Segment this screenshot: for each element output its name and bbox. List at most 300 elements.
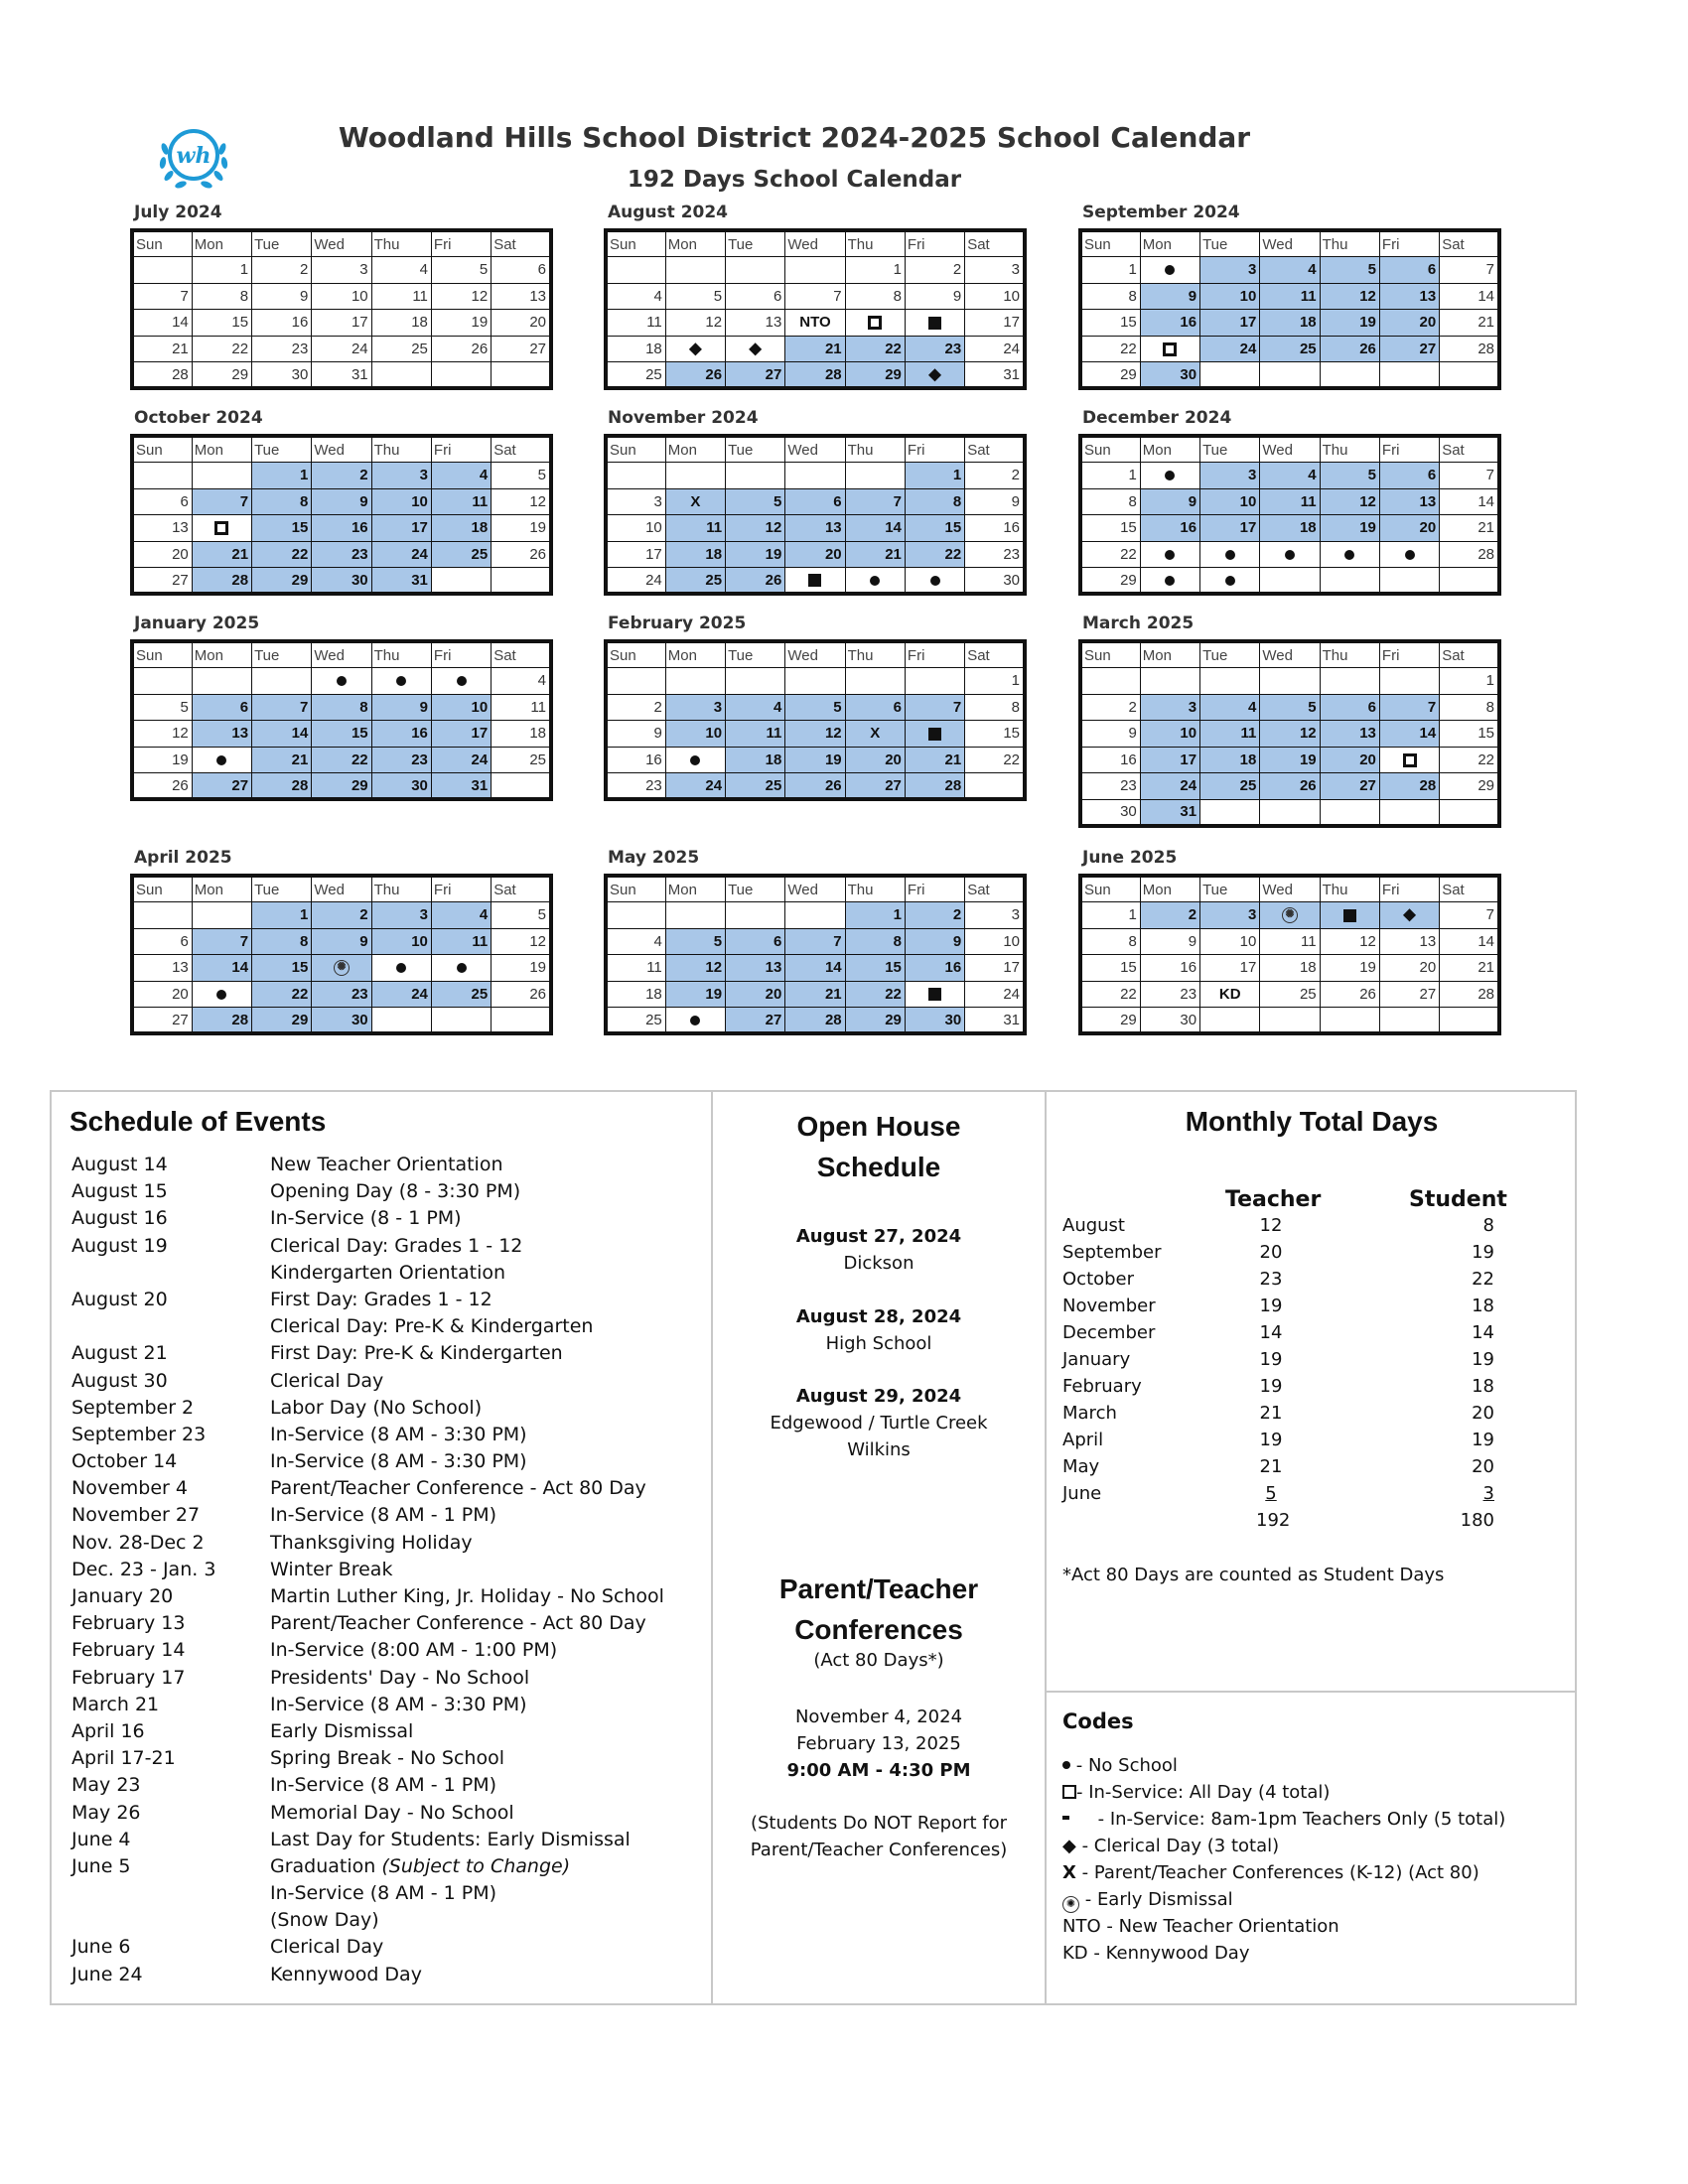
weekday-header: Tue <box>726 876 785 902</box>
week-row <box>606 283 1025 310</box>
day-cell: 26 <box>1320 981 1379 1008</box>
day-cell: 13 <box>726 310 785 337</box>
day-cell <box>665 463 725 489</box>
event-date: October 14 <box>71 1450 178 1473</box>
logo-text: wh <box>176 143 211 169</box>
day-cell: 3 <box>1200 902 1260 929</box>
event-text: Labor Day (No School) <box>270 1396 483 1419</box>
week-row <box>606 463 1025 489</box>
dot-icon <box>1165 550 1175 560</box>
day-cell <box>371 1008 431 1034</box>
day-cell: 14 <box>785 955 845 982</box>
day-cell: 14 <box>1440 283 1499 310</box>
early-dismissal-icon: ✺ <box>1062 1896 1079 1913</box>
event-description <box>270 1802 514 1824</box>
event-date: May 26 <box>71 1801 141 1824</box>
day-cell <box>1320 362 1379 389</box>
weekday-header: Fri <box>431 230 491 257</box>
day-cell-fsquare <box>785 568 845 595</box>
event-date: February 13 <box>71 1612 186 1635</box>
day-cell-diamond <box>905 362 964 389</box>
day-cell: 20 <box>1379 515 1439 542</box>
event-description <box>270 1370 383 1392</box>
day-cell: 10 <box>312 283 371 310</box>
day-cell: 26 <box>665 362 725 389</box>
day-cell: 3 <box>1200 257 1260 284</box>
week-row <box>132 257 551 284</box>
day-cell <box>1320 1008 1379 1034</box>
student-days: 22 <box>1472 1269 1494 1290</box>
event-text: Kindergarten Orientation <box>270 1261 506 1284</box>
square-icon <box>868 316 882 330</box>
day-cell: 23 <box>1140 981 1199 1008</box>
day-cell: 10 <box>965 283 1025 310</box>
day-cell: 27 <box>845 773 905 800</box>
event-row <box>71 1720 707 1747</box>
panel-divider <box>1047 1691 1577 1693</box>
day-cell <box>665 257 725 284</box>
code-inservice-half-day <box>1062 1809 1569 1836</box>
day-cell: 29 <box>845 1008 905 1034</box>
day-cell: 13 <box>1379 283 1439 310</box>
dot-icon <box>396 963 406 973</box>
day-cell: 22 <box>845 336 905 362</box>
day-cell: 9 <box>252 283 312 310</box>
open-house-school: High School <box>825 1333 932 1354</box>
day-cell <box>192 902 251 929</box>
code-inservice-all-day <box>1062 1782 1569 1809</box>
day-cell <box>1140 668 1199 695</box>
event-description <box>270 1639 557 1661</box>
day-cell-diamond <box>1379 902 1439 929</box>
event-row <box>71 1667 707 1694</box>
day-cell-fsquare <box>905 310 964 337</box>
week-row <box>1080 721 1499 748</box>
monthly-total-row <box>1062 1269 1559 1296</box>
student-days: 20 <box>1472 1403 1494 1424</box>
week-row <box>132 773 551 800</box>
event-row <box>71 1964 707 1990</box>
monthly-total-row <box>1062 1349 1559 1376</box>
conferences-title <box>713 1569 1045 1650</box>
day-cell: 6 <box>1379 257 1439 284</box>
early-dismissal-icon: ✺ <box>334 960 350 976</box>
dot-icon <box>337 676 347 686</box>
filled-square-icon <box>928 988 941 1001</box>
event-date: September 2 <box>71 1396 195 1419</box>
day-cell: 6 <box>132 488 192 515</box>
weekday-header: Thu <box>371 230 431 257</box>
day-cell: 14 <box>1440 928 1499 955</box>
weekday-header: Wed <box>312 436 371 463</box>
day-cell <box>726 668 785 695</box>
event-row <box>71 1207 707 1234</box>
code-label: - Parent/Teacher Conferences (K-12) (Act 80) <box>1075 1862 1479 1883</box>
weekday-header: Sat <box>1440 641 1499 668</box>
day-cell-diamond <box>665 336 725 362</box>
day-cell: 31 <box>312 362 371 389</box>
week-row <box>1080 310 1499 337</box>
code-label: - In-Service: All Day (4 total) <box>1076 1782 1331 1803</box>
day-cell: 21 <box>905 747 964 773</box>
weekday-header: Wed <box>785 230 845 257</box>
event-description <box>270 1315 593 1337</box>
day-cell: 11 <box>1260 488 1320 515</box>
event-description <box>270 1909 379 1931</box>
conferences-title-line2: Conferences <box>794 1614 963 1645</box>
day-cell: 19 <box>726 541 785 568</box>
weekday-header: Tue <box>1200 641 1260 668</box>
day-cell: 9 <box>1140 283 1199 310</box>
day-cell: 4 <box>1200 694 1260 721</box>
day-cell: 14 <box>845 515 905 542</box>
weekday-header: Mon <box>1140 230 1199 257</box>
day-cell <box>431 1008 491 1034</box>
day-cell: 4 <box>1260 463 1320 489</box>
day-cell: 27 <box>192 773 251 800</box>
day-cell: 10 <box>965 928 1025 955</box>
day-cell: 26 <box>1320 336 1379 362</box>
day-cell: 28 <box>1440 336 1499 362</box>
month-name: March 2025 <box>1082 614 1195 633</box>
week-row <box>132 515 551 542</box>
day-cell: 19 <box>665 981 725 1008</box>
day-cell: 2 <box>1080 694 1140 721</box>
day-cell: 24 <box>665 773 725 800</box>
weekday-header: Thu <box>1320 436 1379 463</box>
weekday-header: Sun <box>606 436 665 463</box>
day-cell: 11 <box>1260 283 1320 310</box>
week-row <box>1080 1008 1499 1034</box>
day-cell: 16 <box>1140 515 1199 542</box>
conferences-dates <box>713 1704 1045 1784</box>
open-house-school: Edgewood / Turtle Creek <box>770 1413 988 1433</box>
day-cell: 9 <box>965 488 1025 515</box>
day-cell-fsquare <box>905 981 964 1008</box>
event-description <box>270 1424 527 1445</box>
day-cell: 26 <box>1260 773 1320 800</box>
day-cell: 8 <box>905 488 964 515</box>
day-cell: 21 <box>252 747 312 773</box>
weekday-header: Wed <box>785 436 845 463</box>
weekday-header: Mon <box>665 876 725 902</box>
events-list <box>71 1154 707 1990</box>
student-days: 18 <box>1472 1296 1494 1316</box>
day-cell: 23 <box>905 336 964 362</box>
weekday-header: Thu <box>371 641 431 668</box>
day-cell: 30 <box>312 1008 371 1034</box>
event-text: Parent/Teacher Conference - Act 80 Day <box>270 1612 646 1635</box>
weekday-header: Sun <box>132 230 192 257</box>
weekday-header: Wed <box>312 876 371 902</box>
open-house-title-line2: Schedule <box>816 1152 941 1182</box>
day-cell: 24 <box>965 981 1025 1008</box>
day-cell-square <box>1379 747 1439 773</box>
day-cell: 8 <box>1080 283 1140 310</box>
teacher-days: 19 <box>1259 1349 1283 1370</box>
day-cell: 26 <box>726 568 785 595</box>
event-text: In-Service (8 AM - 3:30 PM) <box>270 1423 527 1445</box>
day-cell: 7 <box>1379 694 1439 721</box>
day-cell: 28 <box>192 1008 251 1034</box>
day-cell: 4 <box>371 257 431 284</box>
day-cell: 8 <box>1080 488 1140 515</box>
day-cell: 11 <box>431 488 491 515</box>
conference-date: November 4, 2024 <box>794 1706 963 1727</box>
day-cell: 4 <box>1260 257 1320 284</box>
filled-square-icon <box>808 574 821 587</box>
filled-square-icon <box>928 317 941 330</box>
day-cell: 23 <box>606 773 665 800</box>
monthly-total-sum-row <box>1062 1510 1559 1537</box>
monthly-total-row <box>1062 1215 1559 1242</box>
event-row <box>71 1477 707 1504</box>
week-row <box>606 488 1025 515</box>
day-cell: 23 <box>252 336 312 362</box>
day-cell: 2 <box>905 257 964 284</box>
month-name: May 2025 <box>608 848 700 868</box>
day-cell: 23 <box>371 747 431 773</box>
event-description <box>270 1747 504 1769</box>
weekday-header: Thu <box>371 876 431 902</box>
square-icon <box>1163 342 1177 356</box>
day-cell: 25 <box>492 747 551 773</box>
day-cell-dot <box>431 955 491 982</box>
day-cell: 28 <box>785 362 845 389</box>
open-house-item <box>713 1383 1045 1463</box>
day-cell: 22 <box>252 541 312 568</box>
dot-icon <box>1225 550 1235 560</box>
day-cell: 26 <box>785 773 845 800</box>
month-name-cell: August <box>1062 1215 1125 1236</box>
event-text: (Snow Day) <box>270 1909 379 1932</box>
day-cell <box>606 463 665 489</box>
weekday-header: Wed <box>785 641 845 668</box>
day-cell <box>726 463 785 489</box>
day-cell: 12 <box>665 955 725 982</box>
open-house-item <box>713 1303 1045 1357</box>
day-cell: 11 <box>606 310 665 337</box>
day-cell: 25 <box>431 541 491 568</box>
dot-icon <box>396 676 406 686</box>
weekday-header: Fri <box>1379 641 1439 668</box>
day-cell: 11 <box>492 694 551 721</box>
panel-divider <box>1045 1092 1047 2003</box>
day-cell: 4 <box>492 668 551 695</box>
event-text: In-Service (8 AM - 3:30 PM) <box>270 1450 527 1473</box>
day-cell: 5 <box>665 928 725 955</box>
week-row <box>132 568 551 595</box>
day-cell: 6 <box>492 257 551 284</box>
dot-icon <box>870 576 880 586</box>
day-cell-dot <box>1320 541 1379 568</box>
dot-icon <box>1405 550 1415 560</box>
event-date: August 16 <box>71 1207 168 1230</box>
day-cell: 22 <box>905 541 964 568</box>
day-cell-dot <box>431 668 491 695</box>
event-text: In-Service (8 AM - 3:30 PM) <box>270 1693 527 1715</box>
monthly-total-row <box>1062 1242 1559 1269</box>
day-cell: 1 <box>1080 257 1140 284</box>
week-row <box>1080 902 1499 929</box>
teacher-total: 192 <box>1256 1510 1291 1531</box>
week-row <box>606 336 1025 362</box>
day-cell: 5 <box>492 463 551 489</box>
code-nto <box>1062 1916 1569 1943</box>
week-row <box>132 668 551 695</box>
day-cell: 9 <box>312 928 371 955</box>
day-cell-dot <box>845 568 905 595</box>
square-icon <box>214 521 228 535</box>
day-cell: 6 <box>726 928 785 955</box>
day-cell: 3 <box>371 463 431 489</box>
day-cell: 2 <box>905 902 964 929</box>
week-row <box>132 463 551 489</box>
weekday-header: Thu <box>371 436 431 463</box>
day-cell: 4 <box>431 463 491 489</box>
weekday-header: Mon <box>192 436 251 463</box>
weekday-header: Tue <box>252 641 312 668</box>
day-cell: 18 <box>1260 955 1320 982</box>
week-row <box>606 515 1025 542</box>
dot-icon <box>457 963 467 973</box>
day-cell <box>192 668 251 695</box>
weekday-header: Mon <box>665 641 725 668</box>
day-cell: 28 <box>132 362 192 389</box>
student-days: 19 <box>1472 1242 1494 1263</box>
day-cell: 14 <box>1440 488 1499 515</box>
monthly-total-row <box>1062 1430 1559 1456</box>
day-cell: 12 <box>1260 721 1320 748</box>
weekday-header: Sun <box>132 876 192 902</box>
conferences-note-line1: (Students Do NOT Report for <box>750 1813 1008 1834</box>
event-text: First Day: Grades 1 - 12 <box>270 1288 492 1310</box>
day-cell: 2 <box>965 463 1025 489</box>
day-cell: 12 <box>492 928 551 955</box>
day-cell: 25 <box>606 362 665 389</box>
week-row <box>1080 568 1499 595</box>
code-kd <box>1062 1943 1569 1970</box>
student-days: 14 <box>1472 1322 1494 1343</box>
day-cell: 24 <box>965 336 1025 362</box>
day-cell: 5 <box>1320 257 1379 284</box>
day-cell: 3 <box>606 488 665 515</box>
event-description <box>270 1235 522 1257</box>
day-cell: 22 <box>1080 336 1140 362</box>
weekday-header: Fri <box>431 641 491 668</box>
day-cell: 19 <box>1320 515 1379 542</box>
event-text: Clerical Day: Pre-K & Kindergarten <box>270 1315 594 1338</box>
event-text: Clerical Day: Grades 1 - 12 <box>270 1234 523 1257</box>
day-cell: 2 <box>252 257 312 284</box>
dot-icon <box>1225 576 1235 586</box>
event-description <box>270 1342 563 1364</box>
day-cell-dot <box>1200 568 1260 595</box>
month-name: September 2024 <box>1082 203 1240 222</box>
day-cell: 7 <box>1440 902 1499 929</box>
weekday-header: Sat <box>1440 436 1499 463</box>
month-name-cell: March <box>1062 1403 1117 1424</box>
monthly-totals-table <box>1062 1215 1559 1537</box>
day-cell: 10 <box>1200 488 1260 515</box>
week-row <box>132 955 551 982</box>
codes-legend <box>1062 1755 1569 1970</box>
day-cell: 17 <box>965 955 1025 982</box>
week-row <box>132 283 551 310</box>
codes-title: Codes <box>1062 1709 1134 1733</box>
event-date: May 23 <box>71 1774 141 1797</box>
day-cell: 30 <box>965 568 1025 595</box>
event-description <box>270 1694 527 1715</box>
day-cell: 10 <box>1200 283 1260 310</box>
day-cell: 23 <box>312 981 371 1008</box>
week-row <box>132 981 551 1008</box>
week-row <box>606 955 1025 982</box>
day-cell-dot <box>192 747 251 773</box>
day-cell-text: X <box>665 488 725 515</box>
day-cell: 15 <box>1080 515 1140 542</box>
diamond-icon: ◆ <box>689 340 702 357</box>
day-cell-dot <box>1140 568 1199 595</box>
day-cell: 19 <box>431 310 491 337</box>
conferences-title-line1: Parent/Teacher <box>778 1573 979 1604</box>
event-date: November 4 <box>71 1477 188 1500</box>
week-row <box>606 541 1025 568</box>
event-text: First Day: Pre-K & Kindergarten <box>270 1342 563 1365</box>
day-cell: 28 <box>1440 541 1499 568</box>
day-cell: 25 <box>665 568 725 595</box>
day-cell <box>905 668 964 695</box>
week-row <box>1080 463 1499 489</box>
weekday-header: Thu <box>1320 230 1379 257</box>
student-days: 19 <box>1472 1430 1494 1450</box>
event-row <box>71 1289 707 1315</box>
weekday-header: Mon <box>192 641 251 668</box>
weekday-header: Fri <box>905 641 964 668</box>
day-cell: 5 <box>785 694 845 721</box>
day-cell-fsquare <box>1320 902 1379 929</box>
monthly-total-row <box>1062 1376 1559 1403</box>
weekday-header: Fri <box>1379 876 1439 902</box>
month-name-cell: November <box>1062 1296 1156 1316</box>
weekday-header: Wed <box>1260 436 1320 463</box>
weekday-header: Tue <box>252 876 312 902</box>
event-date: August 15 <box>71 1180 168 1203</box>
day-cell <box>1260 668 1320 695</box>
day-cell <box>1440 1008 1499 1034</box>
month-name: October 2024 <box>134 408 263 428</box>
event-text: Martin Luther King, Jr. Holiday - No School <box>270 1585 664 1607</box>
event-text: Early Dismissal <box>270 1719 414 1742</box>
month-name-cell: September <box>1062 1242 1162 1263</box>
code-label: NTO - New Teacher Orientation <box>1062 1916 1339 1937</box>
diamond-icon: ◆ <box>1062 1836 1076 1856</box>
week-row <box>132 902 551 929</box>
event-row <box>71 1612 707 1639</box>
day-cell: 29 <box>1440 773 1499 800</box>
day-cell <box>785 463 845 489</box>
weekday-header: Fri <box>1379 436 1439 463</box>
teacher-days: 20 <box>1259 1242 1283 1263</box>
square-icon <box>1403 753 1417 767</box>
day-cell <box>785 257 845 284</box>
open-house-title-line1: Open House <box>796 1111 961 1142</box>
month-name: February 2025 <box>608 614 747 633</box>
event-text: Graduation <box>270 1854 376 1877</box>
event-row <box>71 1936 707 1963</box>
day-cell <box>606 902 665 929</box>
day-cell: 15 <box>905 515 964 542</box>
